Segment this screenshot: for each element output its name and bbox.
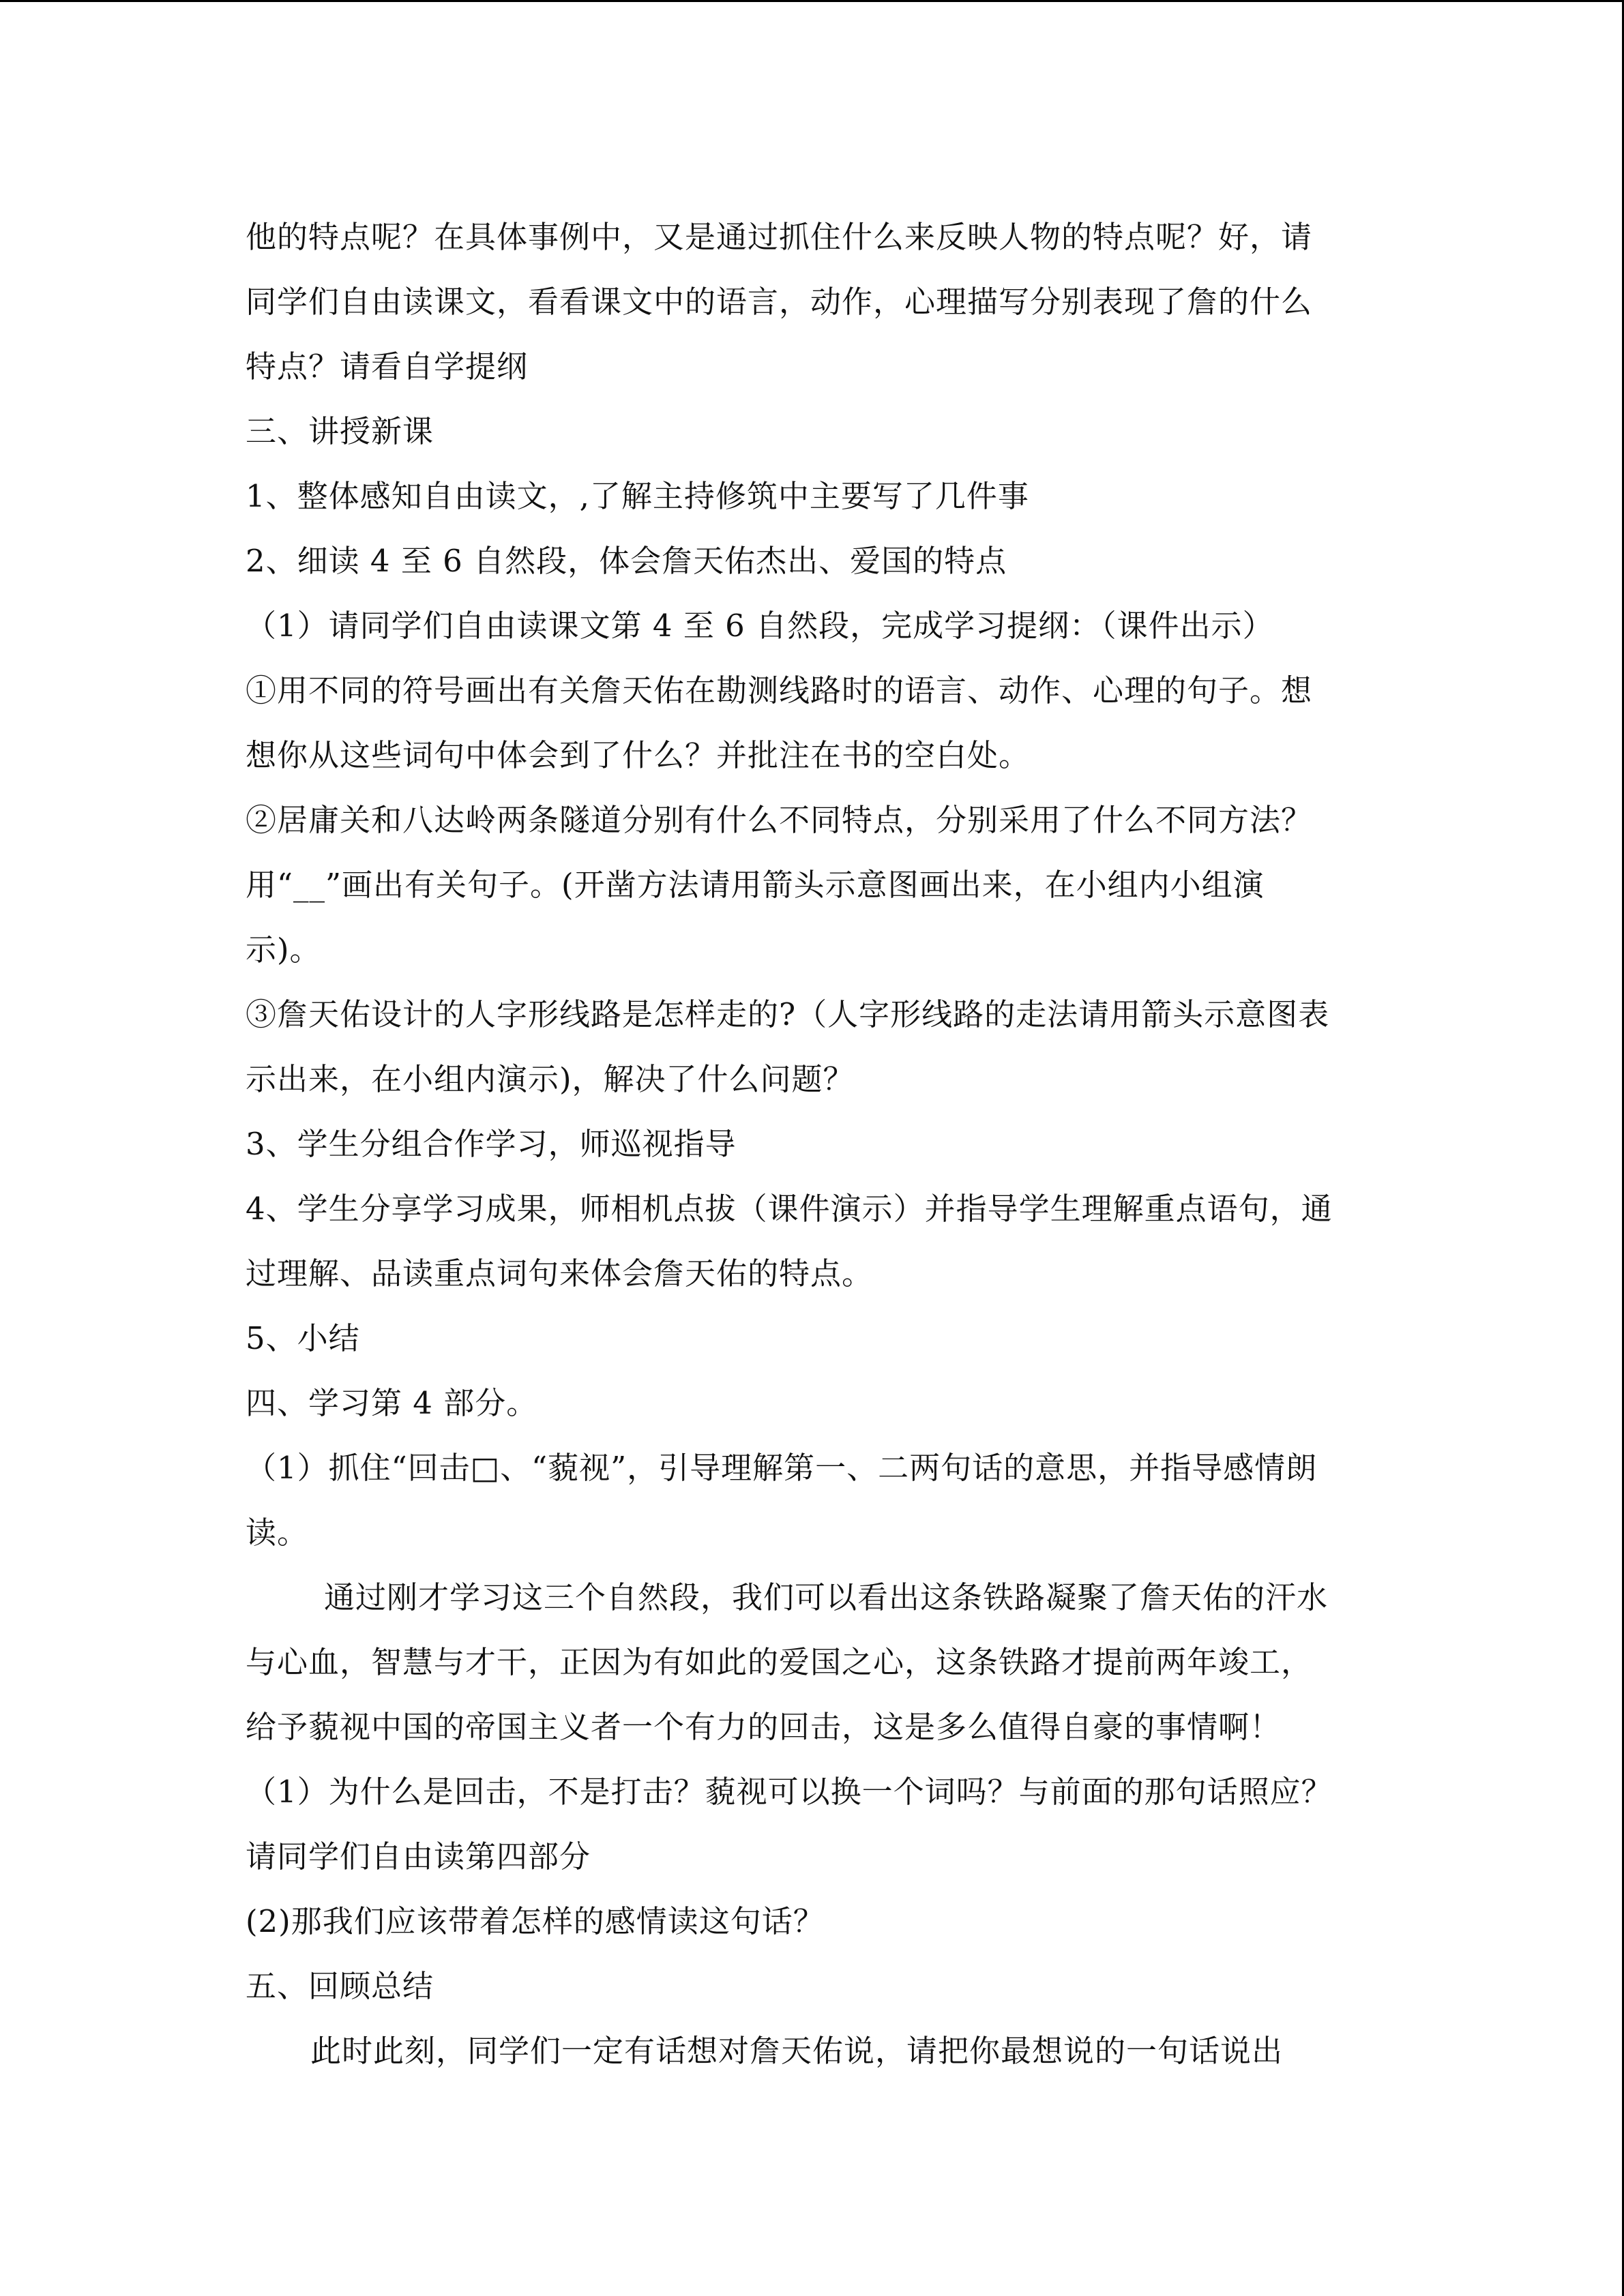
- text-line: （1）抓住“回击□、“藐视”，引导理解第一、二两句话的意思，并指导感情朗: [246, 1450, 1318, 1486]
- text-line: 他的特点呢？在具体事例中，又是通过抓住什么来反映人物的特点呢？好，请: [246, 219, 1313, 255]
- text-line: 同学们自由读课文，看看课文中的语言，动作，心理描写分别表现了詹的什么: [246, 284, 1313, 320]
- text-line: （1）请同学们自由读课文第 4 至 6 自然段，完成学习提纲：（课件出示）: [246, 608, 1274, 644]
- text-line: 1、整体感知自由读文，,了解主持修筑中主要写了几件事: [246, 478, 1029, 514]
- text-line: 特点？请看自学提纲: [246, 348, 529, 385]
- text-line: (2)那我们应该带着怎样的感情读这句话？: [246, 1903, 825, 1939]
- text-line: 4、学生分享学习成果，师相机点拔（课件演示）并指导学生理解重点语句，通: [246, 1191, 1333, 1227]
- text-line: ③詹天佑设计的人字形线路是怎样走的?（人字形线路的走法请用箭头示意图表: [246, 996, 1330, 1032]
- text-line: 读。: [246, 1515, 309, 1551]
- section-heading: 三、讲授新课: [246, 413, 434, 449]
- text-line: 给予藐视中国的帝国主义者一个有力的回击，这是多么值得自豪的事情啊！: [246, 1709, 1282, 1745]
- text-line: 用“__”画出有关句子。(开凿方法请用箭头示意图画出来，在小组内小组演: [246, 867, 1265, 903]
- text-line: 5、小结: [246, 1320, 360, 1356]
- page-border-top: [0, 0, 1624, 2]
- text-line: 2、细读 4 至 6 自然段，体会詹天佑杰出、爱国的特点: [246, 543, 1007, 579]
- text-line: 示)。: [246, 931, 321, 968]
- document-body: [246, 205, 1381, 2083]
- section-heading: 五、回顾总结: [246, 1968, 434, 2004]
- text-line: 与心血，智慧与才干，正因为有如此的爱国之心，这条铁路才提前两年竣工，: [246, 1644, 1313, 1680]
- text-line: ①用不同的符号画出有关詹天佑在勘测线路时的语言、动作、心理的句子。想: [246, 672, 1313, 709]
- text-line: （1）为什么是回击，不是打击？藐视可以换一个词吗？与前面的那句话照应？: [246, 1774, 1333, 1810]
- section-heading: 四、学习第 4 部分。: [246, 1385, 538, 1421]
- text-line: 示出来，在小组内演示)，解决了什么问题？: [246, 1061, 855, 1097]
- text-line: 请同学们自由读第四部分: [246, 1838, 591, 1875]
- text-line: 想你从这些词句中体会到了什么？并批注在书的空白处。: [246, 737, 1031, 773]
- text-line: 过理解、品读重点词句来体会詹天佑的特点。: [246, 1255, 874, 1292]
- text-line: ②居庸关和八达岭两条隧道分别有什么不同特点，分别采用了什么不同方法？: [246, 802, 1313, 838]
- paragraph-indented-line: 此时此刻，同学们一定有话想对詹天佑说，请把你最想说的一句话说出: [310, 2033, 1284, 2069]
- text-line: 3、学生分组合作学习，师巡视指导: [246, 1126, 737, 1162]
- paragraph-indented-line: 通过刚才学习这三个自然段，我们可以看出这条铁路凝聚了詹天佑的汗水: [324, 1579, 1329, 1615]
